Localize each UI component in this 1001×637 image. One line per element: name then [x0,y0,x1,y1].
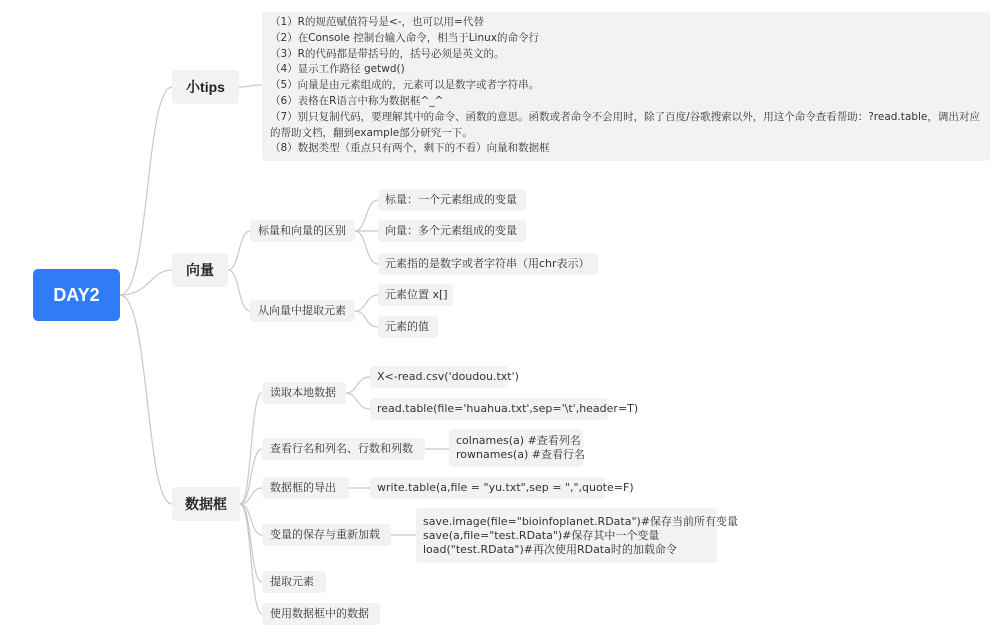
tips-item: （2）在Console 控制台输入命令，相当于Linux的命令行 [270,31,539,44]
df-use-data-label: 使用数据框中的数据 [270,607,369,620]
leaf-element-value[interactable] [378,316,438,338]
df-export-label: 数据框的导出 [270,481,336,494]
df-save-load[interactable] [262,524,391,546]
branch-tips-label: 小tips [186,79,225,95]
df-view-names-label: 查看行名和列名、行数和列数 [270,442,413,455]
leaf-save-image-text: save.image(file="bioinfoplanet.RData")#保存当前所有变量 [423,514,739,528]
branch-vector-label: 向量 [186,262,214,278]
leaf-vector[interactable] [378,220,526,242]
leaf-element-position-text: 元素位置 x[] [385,288,448,301]
leaf-scalar-text: 标量：一个元素组成的变量 [385,193,517,206]
leaf-write-table-text: write.table(a,file = "yu.txt",sep = ",",quote=F) [377,481,634,494]
leaf-rownames-text: rownames(a) #查看行名 [456,448,585,461]
df-view-names[interactable] [262,438,425,460]
leaf-write-table[interactable] [370,477,634,499]
tips-item: （5）向量是由元素组成的，元素可以是数字或者字符串。 [270,79,540,92]
leaf-read-table-text: read.table(file='huahua.txt',sep='\t',header=T) [377,402,639,415]
leaf-scalar[interactable] [378,189,526,211]
leaf-save-one-text: save(a,file="test.RData")#保存其中一个变量 [423,528,660,542]
leaf-save-load-commands[interactable] [416,508,739,563]
df-read-local-label: 读取本地数据 [270,386,336,399]
vector-scalar-diff[interactable] [250,220,355,242]
leaf-read-csv[interactable] [370,366,519,388]
tips-item: （3）R的代码都是带括号的，括号必须是英文的。 [270,47,505,60]
branch-dataframe[interactable] [172,487,240,521]
leaf-element-def-text: 元素指的是数字或者字符串（用chr表示） [385,257,590,270]
leaf-colnames-text: colnames(a) #查看列名 [456,434,581,447]
leaf-colnames-rownames[interactable] [449,429,583,467]
df-save-load-label: 变量的保存与重新加载 [270,528,380,541]
leaf-element-position[interactable] [378,284,453,306]
branch-tips[interactable] [172,70,239,104]
root-node[interactable] [33,269,120,321]
tips-item: （1）R的规范赋值符号是<-，也可以用=代替 [270,16,484,28]
tips-item: （6）表格在R语言中称为数据框^_^ [270,94,444,107]
leaf-read-csv-text: X<-read.csv('doudou.txt') [377,370,519,383]
df-export[interactable] [262,477,349,499]
branch-vector[interactable] [172,253,228,287]
df-read-local[interactable] [262,382,346,404]
leaf-element-def[interactable] [378,253,598,275]
df-use-data[interactable] [262,603,380,625]
tips-note[interactable] [262,12,990,161]
tips-item: （7）别只复制代码，要理解其中的命令、函数的意思。函数或者命令不会用时，除了百度/谷歌搜索以外，用这个命令查看帮助：?read.table，调出对应的帮助文档，翻到example部分研究一下。 [270,110,980,139]
root-label: DAY2 [53,284,100,305]
vector-extract[interactable] [250,300,355,322]
branch-dataframe-label: 数据框 [185,496,227,512]
df-extract-elements[interactable] [262,571,326,593]
leaf-read-table[interactable] [370,398,639,420]
leaf-element-value-text: 元素的值 [385,320,429,333]
leaf-load-text: load("test.RData")#再次使用RData时的加载命令 [423,542,677,556]
tips-item: （8）数据类型（重点只有两个，剩下的不看）向量和数据框 [270,142,550,155]
leaf-vector-text: 向量：多个元素组成的变量 [385,224,517,237]
vector-scalar-diff-label: 标量和向量的区别 [258,224,346,237]
tips-item: （4）显示工作路径 getwd() [270,63,405,76]
df-extract-elements-label: 提取元素 [270,575,314,588]
vector-extract-label: 从向量中提取元素 [258,304,346,317]
